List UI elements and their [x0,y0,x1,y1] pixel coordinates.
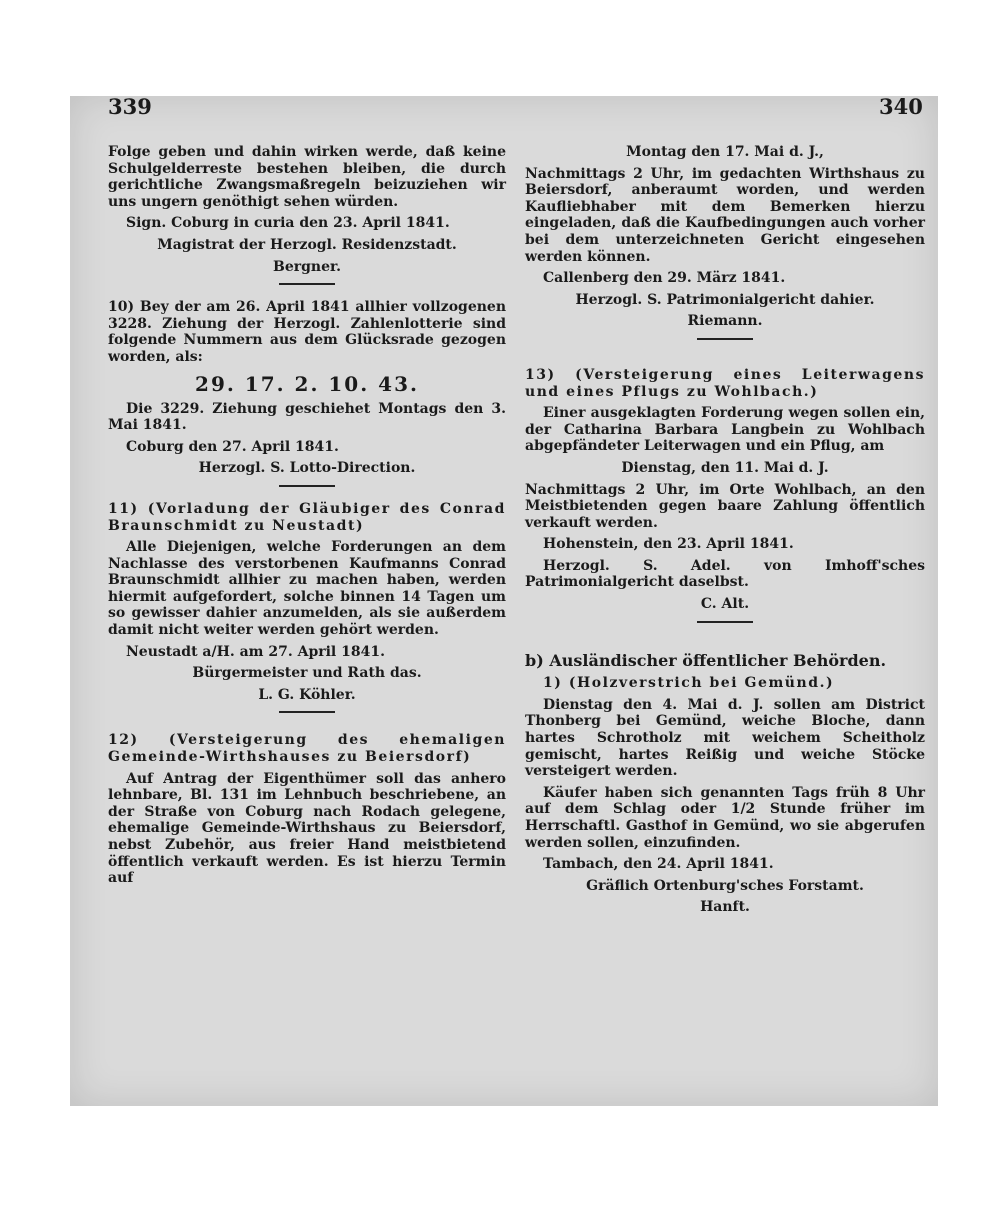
section-b-heading: b) Ausländischer öffentlicher Behörden. [525,650,887,670]
section-divider [697,621,753,623]
section-divider [697,338,753,340]
section-divider [279,283,335,285]
notice-13-body: Einer ausgeklagten Forderung wegen sollen ein, der Catharina Barbara Langbein zu Wohlbach abgepfändeter Leiterwagen und ein Pflug, am [525,405,925,455]
page-number-right: 340 [879,96,923,119]
right-column [525,116,925,916]
left-column [108,116,506,887]
notice-13-place-date: Hohenstein, den 23. April 1841. [543,536,794,553]
notice-11-signature: L. G. Köhler. [258,686,356,703]
auction-authority: Herzogl. S. Patrimonialgericht dahier. [575,291,875,308]
notice-12-heading: 12) (Versteigerung des ehemaligen Gemeinde-Wirthshauses zu Beiersdorf) [108,732,506,766]
notice-11-authority: Bürgermeister und Rath das. [192,665,422,682]
auction-place-date: Callenberg den 29. März 1841. [543,270,786,287]
notice-11-heading: 11) (Vorladung der Gläubiger des Conrad Braunschmidt zu Neustadt) [108,500,506,534]
lottery-authority: Herzogl. S. Lotto-Direction. [198,460,416,477]
wood-auction-place-date: Tambach, den 24. April 1841. [543,856,774,873]
notice-11-place-date: Neustadt a/H. am 27. April 1841. [126,643,385,660]
section-divider [279,485,335,487]
signature-authority: Magistrat der Herzogl. Residenzstadt. [157,236,457,253]
lottery-numbers: 29. 17. 2. 10. 43. [195,371,419,396]
notice-10-lottery: 10) Bey der am 26. April 1841 allhier vollzogenen 3228. Ziehung der Herzogl. Zahlenlotterie sind folgende Nummern aus dem Glücksrade gezogen worden, als: [108,299,506,365]
next-draw-notice: Die 3229. Ziehung geschiehet Montags den 3. Mai 1841. [108,400,506,434]
scanned-page-spread [70,96,938,1106]
notice-11-body: Alle Diejenigen, welche Forderungen an dem Nachlasse des verstorbenen Kaufmanns Conrad Braunschmidt allhier zu machen haben, werden hiermit aufgefordert, solche binnen 14 Tagen um so gewisser dahier anzumelden, als sie außerdem damit nicht weiter werden gehört werden. [108,539,506,639]
notice-13-date: Dienstag, den 11. Mai d. J. [621,459,829,476]
lottery-place-date: Coburg den 27. April 1841. [126,438,339,455]
wood-auction-buyers: Käufer haben sich genannten Tags früh 8 Uhr auf dem Schlag oder 1/2 Stunde früher im Herrschaftl. Gasthof in Gemünd, wo sie abgerufen werden sollen, einzufinden. [525,784,925,851]
auction-details: Nachmittags 2 Uhr, im gedachten Wirthshaus zu Beiersdorf, anberaumt worden, und werden Kaufliebhaber mit dem Bemerken hierzu eingeladen, daß die Kaufbedingungen auch vorher bei dem unterzeichneten Gericht eingesehen werden können. [525,165,925,265]
notice-12-body: Auf Antrag der Eigenthümer soll das anhero lehnbare, Bl. 131 im Lehnbuch beschriebene, an der Straße von Coburg nach Rodach gelegene, ehemalige Gemeinde-Wirthshaus zu Beiersdorf, nebst Zubehör, aus freier Hand meistbietend öffentlich verkauft werden. Es ist hierzu Termin auf [108,770,506,887]
wood-auction-heading: 1) (Holzverstrich bei Gemünd.) [543,675,835,692]
wood-auction-signature: Hanft. [700,899,750,916]
notice-13-authority: Herzogl. S. Adel. von Imhoff'sches Patrimonialgericht daselbst. [525,557,925,591]
paragraph-school-fees: Folge geben und dahin wirken werde, daß keine Schulgelderreste bestehen bleiben, die durch gerichtliche Zwangsmaßregeln beizuziehen wir uns ungern genöthigt sehen würden. [108,144,506,210]
signature-place-date: Sign. Coburg in curia den 23. April 1841. [126,215,450,232]
signature-name: Bergner. [273,258,341,275]
wood-auction-authority: Gräflich Ortenburg'sches Forstamt. [586,877,864,894]
notice-13-signature: C. Alt. [700,596,750,613]
auction-signature: Riemann. [687,313,763,330]
auction-date: Montag den 17. Mai d. J., [626,144,824,160]
section-divider [279,711,335,713]
page-number-left: 339 [108,96,152,119]
notice-13-heading: 13) (Versteigerung eines Leiterwagens und eines Pflugs zu Wohlbach.) [525,366,925,400]
wood-auction-body: Dienstag den 4. Mai d. J. sollen am District Thonberg bei Gemünd, weiche Bloche, dann hartes Schrotholz mit weichem Scheitholz gemischt, hartes Reißig und weiche Stöcke versteigert werden. [525,696,925,780]
notice-13-details: Nachmittags 2 Uhr, im Orte Wohlbach, an den Meistbietenden gegen baare Zahlung öffentlich verkauft werden. [525,481,925,531]
